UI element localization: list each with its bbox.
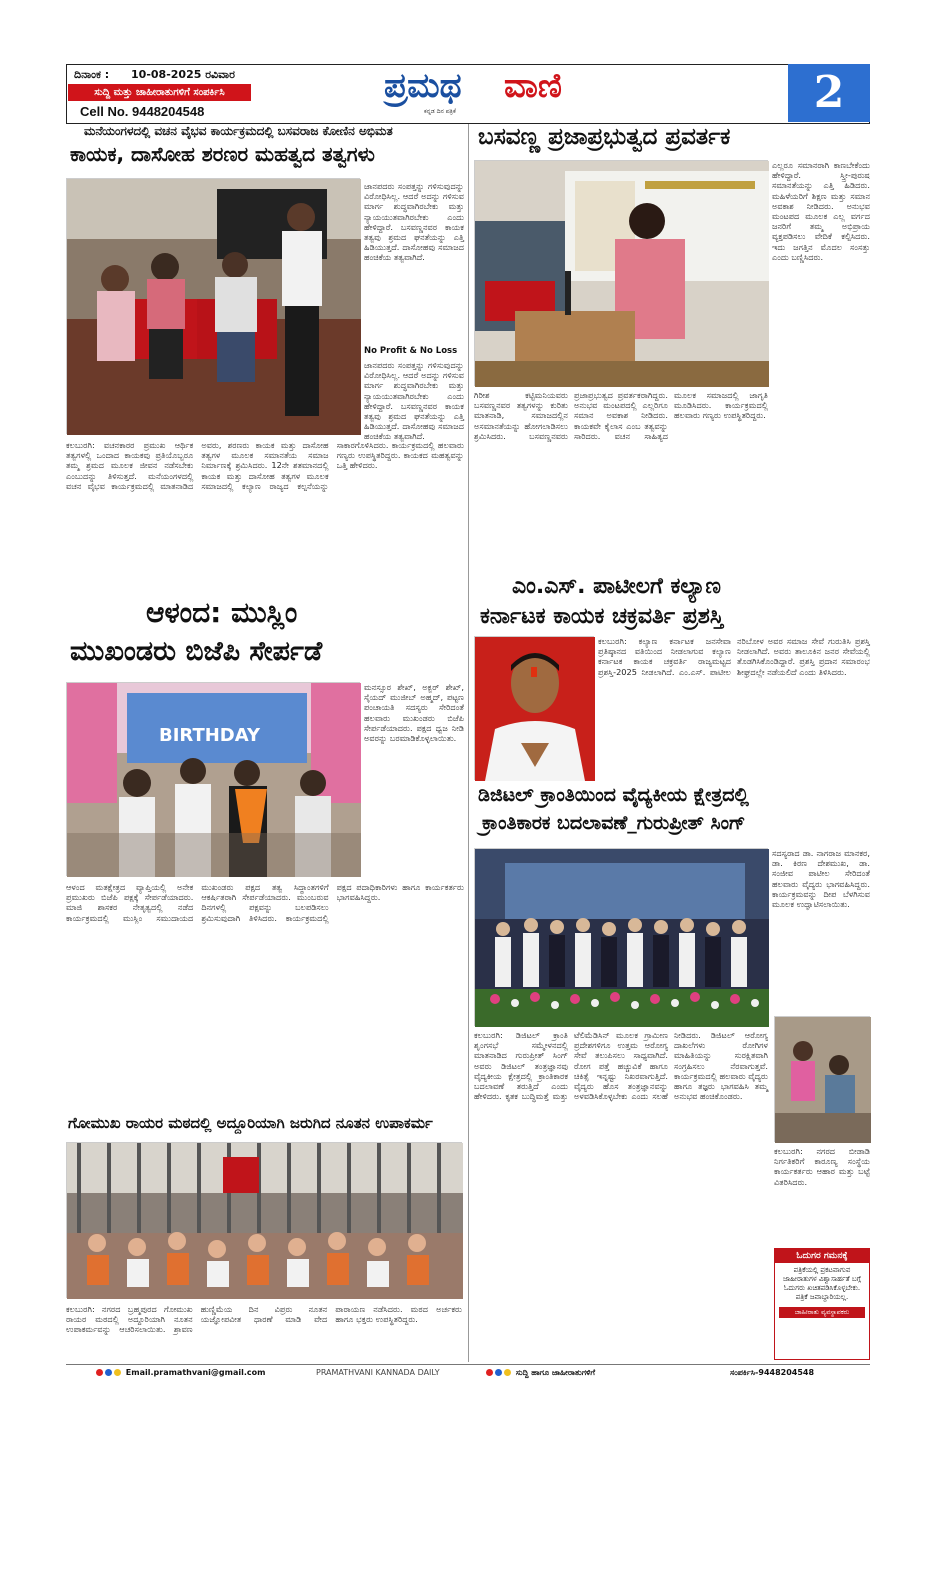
aland-body-text: ಆಳಂದ ಮತಕ್ಷೇತ್ರದ ವ್ಯಾಪ್ತಿಯಲ್ಲಿ ಅನೇಕ ಪ್ರಮುಖರು ಬಿಜೆಪಿ ಪಕ್ಷಕ್ಕೆ ಸೇರ್ಪಡೆಯಾದರು. ಮಾಜಿ ಶಾಸಕರ ನೇತೃತ್ವದಲ್ಲಿ ನಡೆದ ಕಾರ್ಯಕ್ರಮದಲ್ಲಿ ಮುಸ್ಲಿಂ ಸಮುದಾಯದ ಮುಖಂಡರು ಪಕ್ಷದ ತತ್ವ ಸಿದ್ಧಾಂತಗಳಿಗೆ ಆಕರ್ಷಿತರಾಗಿ ಸೇರ್ಪಡೆಯಾದರು. ಮುಂಬರುವ ದಿನಗಳಲ್ಲಿ ಪಕ್ಷವನ್ನು ಬಲಪಡಿಸಲು ಶ್ರಮಿಸುವುದಾಗಿ ತಿಳಿಸಿದರು. ಕಾರ್ಯಕ್ರಮದಲ್ಲಿ ಪಕ್ಷದ ಪದಾಧಿಕಾರಿಗಳು ಹಾಗೂ ಕಾರ್ಯಕರ್ತರು ಭಾಗವಹಿಸಿದ್ದರು. [66, 882, 464, 923]
page-number: 2 [788, 64, 870, 122]
aland-photo-image [67, 683, 361, 877]
reader-notice-title: ಓದುಗರ ಗಮನಕ್ಕೆ [775, 1249, 869, 1263]
basavanna-side-text: ಎಲ್ಲರೂ ಸಮಾನರಾಗಿ ಕಾಣಬೇಕೆಂದು ಹೇಳಿದ್ದಾರೆ. ಸ್ತ್ರೀ-ಪುರುಷ ಸಮಾನತೆಯನ್ನು ಎತ್ತಿ ಹಿಡಿದರು. ಮಹಿಳೆಯರಿಗೆ ಶಿಕ್ಷಣ ಮತ್ತು ಸಮಾನ ಅವಕಾಶ ನೀಡಿದರು. ಅನುಭವ ಮಂಟಪದ ಮೂಲಕ ಎಲ್ಲ ವರ್ಗದ ಜನರಿಗೆ ತಮ್ಮ ಅಭಿಪ್ರಾಯ ವ್ಯಕ್ತಪಡಿಸಲು ವೇದಿಕೆ ಕಲ್ಪಿಸಿದರು. ಇದು ಜಗತ್ತಿನ ಮೊದಲ ಸಂಸತ್ತು ಎಂದು ಬಣ್ಣಿಸಿದರು. [772, 160, 870, 262]
charity-photo-image [775, 1017, 871, 1143]
patil-headline-line1: ಎಂ.ಎಸ್. ಪಾಟೀಲಗೆ ಕಲ್ಯಾಣ [512, 574, 722, 599]
footer-email-text: Email.pramathvani@gmail.com [125, 1368, 266, 1377]
aland-photo-banner: BIRTHDAY [159, 725, 260, 746]
patil-photo [474, 636, 594, 780]
footer-paper-name: PRAMATHVANI KANNADA DAILY [316, 1368, 440, 1377]
reader-notice-box [774, 1248, 870, 1360]
column-divider [468, 124, 469, 1362]
charity-photo [774, 1016, 870, 1142]
reader-notice-text: ಪತ್ರಿಕೆಯಲ್ಲಿ ಪ್ರಕಟವಾಗುವ ಜಾಹೀರಾತುಗಳ ವಿಶ್ವಾಸಾರ್ಹತೆ ಬಗ್ಗೆ ಓದುಗರು ಖಚಿತಪಡಿಸಿಕೊಳ್ಳಬೇಕು. ಪತ್ರಿಕೆ ಜವಾಬ್ದಾರಿಯಲ್ಲ. [782, 1266, 862, 1301]
newspaper-page [66, 64, 870, 1382]
footer-news-ads [486, 1368, 595, 1378]
aland-side-text: ಮನಸ್ಸೂರ ಶೇಖ್, ಅಕ್ಬರ್ ಶೇಖ್, ಸೈಯದ್ ಮುಜೀಬ್ ಅಹ್ಮದ್, ಪಟ್ಟಣ ಪಂಚಾಯತಿ ಸದಸ್ಯರು ಸೇರಿದಂತೆ ಹಲವಾರು ಮುಖಂಡರು ಬಿಜೆಪಿ ಸೇರ್ಪಡೆಯಾದರು. ಪಕ್ಷದ ಧ್ವಜ ನೀಡಿ ಅವರನ್ನು ಬರಮಾಡಿಕೊಳ್ಳಲಾಯಿತು. [364, 682, 464, 744]
date-row [74, 68, 235, 82]
basavanna-photo-image [475, 161, 769, 387]
footer-contact: ಸಂಪರ್ಕಿಸಿ-9448204548 [730, 1368, 815, 1377]
reader-notice-sign: ಜಾಹೀರಾತು ವ್ಯವಸ್ಥಾಪಕರು [779, 1307, 865, 1318]
footer-news-ads-text: ಸುದ್ದಿ ಹಾಗೂ ಜಾಹೀರಾತುಗಳಿಗೆ [515, 1368, 596, 1377]
kayaka-economy-line: No Profit & No Loss [364, 346, 458, 356]
kayaka-body-text: ಕಲಬುರಗಿ: ವಚನಕಾರರ ಪ್ರಮುಖ ಆರ್ಥಿಕ ತತ್ವಗಳಲ್ಲಿ ಒಂದಾದ ಕಾಯಕವು ಪ್ರತಿಯೊಬ್ಬರೂ ತಮ್ಮ ಶ್ರಮದ ಮೂಲಕ ಜೀವನ ನಡೆಸಬೇಕು ಎಂಬುದನ್ನು ತಿಳಿಸುತ್ತದೆ. ಮನೆಯಂಗಳದಲ್ಲಿ ವಚನ ವೈಭವ ಕಾರ್ಯಕ್ರಮದಲ್ಲಿ ಮಾತನಾಡಿದ ಅವರು, ಶರಣರು ಕಾಯಕ ಮತ್ತು ದಾಸೋಹ ತತ್ವಗಳ ಮೂಲಕ ಸಮಾನತೆಯ ಸಮಾಜ ನಿರ್ಮಾಣಕ್ಕೆ ಶ್ರಮಿಸಿದರು. 12ನೇ ಶತಮಾನದಲ್ಲಿ ಕಾಯಕ ಮತ್ತು ದಾಸೋಹ ತತ್ವಗಳ ಮೂಲಕ ಸಮಾಜದಲ್ಲಿ ಕಲ್ಯಾಣ ರಾಜ್ಯದ ಕಲ್ಪನೆಯನ್ನು ಸಾಕಾರಗೊಳಿಸಿದರು. ಕಾರ್ಯಕ್ರಮದಲ್ಲಿ ಹಲವಾರು ಗಣ್ಯರು ಉಪಸ್ಥಿತರಿದ್ದರು. ಕಾಯಕದ ಮಹತ್ವವನ್ನು ಒತ್ತಿ ಹೇಳಿದರು. [66, 440, 464, 491]
aland-headline-line1: ಆಳಂದ: ಮುಸ್ಲಿಂ [146, 596, 298, 629]
footer-email [96, 1368, 265, 1377]
masthead-part2: ವಾಣಿ [504, 66, 562, 106]
basavanna-headline: ಬಸವಣ್ಣ ಪ್ರಜಾಪ್ರಭುತ್ವದ ಪ್ರವರ್ತಕ [478, 124, 731, 150]
digital-photo [474, 848, 768, 1026]
digital-photo-image [475, 849, 769, 1027]
digital-headline-line2: ಕ್ರಾಂತಿಕಾರಕ ಬದಲಾವಣೆ_ಗುರುಪ್ರೀತ್ ಸಿಂಗ್ [482, 812, 746, 834]
digital-body-text: ಕಲಬುರಗಿ: ಡಿಜಿಟಲ್ ಕ್ರಾಂತಿ ಶೃಂಗಸಭೆ ಸಮ್ಮೇಳನದಲ್ಲಿ ಮಾತನಾಡಿದ ಗುರುಪ್ರೀತ್ ಸಿಂಗ್ ಅವರು ಡಿಜಿಟಲ್ ತಂತ್ರಜ್ಞಾನವು ವೈದ್ಯಕೀಯ ಕ್ಷೇತ್ರದಲ್ಲಿ ಕ್ರಾಂತಿಕಾರಕ ಬದಲಾವಣೆ ತರುತ್ತಿದೆ ಎಂದು ಹೇಳಿದರು. ಕೃತಕ ಬುದ್ಧಿಮತ್ತೆ ಮತ್ತು ಟೆಲಿಮೆಡಿಸಿನ್ ಮೂಲಕ ಗ್ರಾಮೀಣ ಪ್ರದೇಶಗಳಿಗೂ ಉತ್ತಮ ಆರೋಗ್ಯ ಸೇವೆ ತಲುಪಿಸಲು ಸಾಧ್ಯವಾಗಿದೆ. ರೋಗ ಪತ್ತೆ ಹಚ್ಚುವಿಕೆ ಹಾಗೂ ಚಿಕಿತ್ಸೆ ಇನ್ನಷ್ಟು ನಿಖರವಾಗುತ್ತಿದೆ. ವೈದ್ಯರು ಹೊಸ ತಂತ್ರಜ್ಞಾನವನ್ನು ಅಳವಡಿಸಿಕೊಳ್ಳಬೇಕು ಎಂದು ಸಲಹೆ ನೀಡಿದರು. ಡಿಜಿಟಲ್ ಆರೋಗ್ಯ ದಾಖಲೆಗಳು ರೋಗಿಗಳ ಮಾಹಿತಿಯನ್ನು ಸುರಕ್ಷಿತವಾಗಿ ಸಂಗ್ರಹಿಸಲು ನೆರವಾಗುತ್ತವೆ. ಕಾರ್ಯಕ್ರಮದಲ್ಲಿ ಹಲವಾರು ವೈದ್ಯರು ಹಾಗೂ ತಜ್ಞರು ಭಾಗವಹಿಸಿ ತಮ್ಮ ಅನುಭವ ಹಂಚಿಕೊಂಡರು. [474, 1030, 768, 1102]
footer-bar [66, 1364, 870, 1383]
patil-headline-line2: ಕರ್ನಾಟಕ ಕಾಯಕ ಚಕ್ರವರ್ತಿ ಪ್ರಶಸ್ತಿ [480, 604, 724, 629]
kayaka-photo-image [67, 179, 361, 435]
gomukha-photo-image [67, 1143, 463, 1299]
gomukha-photo [66, 1142, 462, 1298]
basavanna-body-text: ಗಿರೀಶ ಕಟ್ಟಿಮನಿಯವರು ಬಸವಣ್ಣನವರ ತತ್ವಗಳನ್ನು ಕುರಿತು ಮಾತನಾಡಿ, ಸಮಾಜದಲ್ಲಿನ ಅಸಮಾನತೆಯನ್ನು ಹೋಗಲಾಡಿಸಲು ಶ್ರಮಿಸಿದರು. ಬಸವಣ್ಣನವರು ಪ್ರಜಾಪ್ರಭುತ್ವದ ಪ್ರವರ್ತಕರಾಗಿದ್ದರು. ಅನುಭವ ಮಂಟಪದಲ್ಲಿ ಎಲ್ಲರಿಗೂ ಸಮಾನ ಅವಕಾಶ ನೀಡಿದರು. ಕಾಯಕವೇ ಕೈಲಾಸ ಎಂಬ ತತ್ವವನ್ನು ಸಾರಿದರು. ವಚನ ಸಾಹಿತ್ಯದ ಮೂಲಕ ಸಮಾಜದಲ್ಲಿ ಜಾಗೃತಿ ಮೂಡಿಸಿದರು. ಕಾರ್ಯಕ್ರಮದಲ್ಲಿ ಹಲವಾರು ಗಣ್ಯರು ಉಪಸ್ಥಿತರಿದ್ದರು. [474, 390, 768, 441]
aland-photo [66, 682, 360, 876]
kayaka-side-text: ಜಾನಪದರು ಸಂಪತ್ತನ್ನು ಗಳಿಸುವುದನ್ನು ವಿರೋಧಿಸಿಲ್ಲ. ಆದರೆ ಅದನ್ನು ಗಳಿಸುವ ಮಾರ್ಗ ಶುದ್ಧವಾಗಿರಬೇಕು ಮತ್ತು ನ್ಯಾಯಯುತವಾಗಿರಬೇಕು ಎಂದು ಹೇಳಿದ್ದಾರೆ. ಬಸವಣ್ಣನವರ ಕಾಯಕ ತತ್ವವು ಶ್ರಮದ ಘನತೆಯನ್ನು ಎತ್ತಿ ಹಿಡಿಯುತ್ತದೆ. ದಾಸೋಹವು ಸಮಾಜದ ಹಂಚಿಕೆಯ ತತ್ವವಾಗಿದೆ. [364, 181, 464, 263]
gomukha-body-text: ಕಲಬುರಗಿ: ನಗರದ ಬ್ರಹ್ಮಪುರದ ಗೋಮುಖ ರಾಯರ ಮಠದಲ್ಲಿ ಅದ್ದೂರಿಯಾಗಿ ನೂತನ ಉಪಾಕರ್ಮವನ್ನು ಆಚರಿಸಲಾಯಿತು. ಶ್ರಾವಣ ಹುಣ್ಣಿಮೆಯ ದಿನ ವಿಪ್ರರು ನೂತನ ಯಜ್ಞೋಪವೀತ ಧಾರಣೆ ಮಾಡಿ ವೇದ ಪಾರಾಯಣ ನಡೆಸಿದರು. ಮಠದ ಅರ್ಚಕರು ಹಾಗೂ ಭಕ್ತರು ಉಪಸ್ಥಿತರಿದ್ದರು. [66, 1304, 462, 1335]
patil-body-text: ಕಲಬುರಗಿ: ಕಲ್ಯಾಣ ಕರ್ನಾಟಕ ಜನಸೇವಾ ಪ್ರತಿಷ್ಠಾನದ ವತಿಯಿಂದ ನೀಡಲಾಗುವ ಕಲ್ಯಾಣ ಕರ್ನಾಟಕ ಕಾಯಕ ಚಕ್ರವರ್ತಿ ರಾಜ್ಯಮಟ್ಟದ ಪ್ರಶಸ್ತಿ-2025 ನೀಡಲಾಗಿದೆ. ಎಂ.ಎಸ್. ಪಾಟೀಲ ನರಿಬೋಳ ಅವರ ಸಮಾಜ ಸೇವೆ ಗುರುತಿಸಿ ಪ್ರಶಸ್ತಿ ನೀಡಲಾಗಿದೆ. ಅವರು ತಾಲೂಕಿನ ಜನರ ಸೇವೆಯಲ್ಲಿ ತೊಡಗಿಸಿಕೊಂಡಿದ್ದಾರೆ. ಪ್ರಶಸ್ತಿ ಪ್ರದಾನ ಸಮಾರಂಭ ಶೀಘ್ರದಲ್ಲೇ ನಡೆಯಲಿದೆ ಎಂದು ತಿಳಿಸಿದರು. [598, 636, 870, 677]
date-label: ದಿನಾಂಕ : [74, 68, 110, 81]
charity-body-text: ಕಲಬುರಗಿ: ನಗರದ ಬೀಡಾಡಿ ನಿರ್ಗತಿಕರಿಗೆ ಕಾರೂಣ್ಯ ಸಂಸ್ಥೆಯ ಕಾರ್ಯಕರ್ತರು ಆಹಾರ ಮತ್ತು ಬಟ್ಟೆ ವಿತರಿಸಿದರು. [774, 1146, 870, 1187]
patil-photo-image [475, 637, 595, 781]
masthead-tagline: ಕನ್ನಡ ದಿನ ಪತ್ರಿಕೆ [424, 108, 456, 115]
gomukha-headline: ಗೋಮುಖ ರಾಯರ ಮಠದಲ್ಲಿ ಅದ್ದೂರಿಯಾಗಿ ಜರುಗಿದ ನೂತನ ಉಪಾಕರ್ಮ [68, 1114, 462, 1132]
masthead-logo [384, 66, 614, 116]
digital-side-text: ಸದಸ್ಯರಾದ ಡಾ. ನಾಗರಾಜ ಮಾನಕರ, ಡಾ. ಕಿರಣ ದೇಶಮುಖ, ಡಾ. ಸಂಜೀವ ಪಾಟೀಲ ಸೇರಿದಂತೆ ಹಲವಾರು ವೈದ್ಯರು ಭಾಗವಹಿಸಿದ್ದರು. ಕಾರ್ಯಕ್ರಮವನ್ನು ದೀಪ ಬೆಳಗಿಸುವ ಮೂಲಕ ಉದ್ಘಾಟಿಸಲಾಯಿತು. [772, 848, 870, 910]
kayaka-photo [66, 178, 360, 434]
contact-banner: ಸುದ್ದಿ ಮತ್ತು ಜಾಹೀರಾತುಗಳಿಗೆ ಸಂಪರ್ಕಿಸಿ [68, 84, 251, 101]
digital-headline-line1: ಡಿಜಿಟಲ್ ಕ್ರಾಂತಿಯಿಂದ ವೈದ್ಯಕೀಯ ಕ್ಷೇತ್ರದಲ್ಲಿ [478, 784, 749, 806]
basavanna-photo [474, 160, 768, 386]
cell-number: Cell No. 9448204548 [80, 104, 205, 119]
kayaka-kicker: ಮನೆಯಂಗಳದಲ್ಲಿ ವಚನ ವೈಭವ ಕಾರ್ಯಕ್ರಮದಲ್ಲಿ ಬಸವರಾಜ ಕೋಣಿನ ಅಭಿಮತ [84, 124, 393, 138]
masthead-part1: ಪ್ರಮಥ [384, 66, 462, 106]
kayaka-headline: ಕಾಯಕ, ದಾಸೋಹ ಶರಣರ ಮಹತ್ವದ ತತ್ವಗಳು [70, 142, 375, 166]
date-value: 10-08-2025 ರವಿವಾರ [131, 68, 235, 81]
kayaka-side-text-2: ಜಾನಪದರು ಸಂಪತ್ತನ್ನು ಗಳಿಸುವುದನ್ನು ವಿರೋಧಿಸಿಲ್ಲ. ಆದರೆ ಅದನ್ನು ಗಳಿಸುವ ಮಾರ್ಗ ಶುದ್ಧವಾಗಿರಬೇಕು ಮತ್ತು ನ್ಯಾಯಯುತವಾಗಿರಬೇಕು ಎಂದು ಹೇಳಿದ್ದಾರೆ. ಬಸವಣ್ಣನವರ ಕಾಯಕ ತತ್ವವು ಶ್ರಮದ ಘನತೆಯನ್ನು ಎತ್ತಿ ಹಿಡಿಯುತ್ತದೆ. ದಾಸೋಹವು ಸಮಾಜದ ಹಂಚಿಕೆಯ ತತ್ವವಾಗಿದೆ. [364, 360, 464, 442]
aland-headline-line2: ಮುಖಂಡರು ಬಿಜೆಪಿ ಸೇರ್ಪಡೆ [70, 636, 323, 667]
